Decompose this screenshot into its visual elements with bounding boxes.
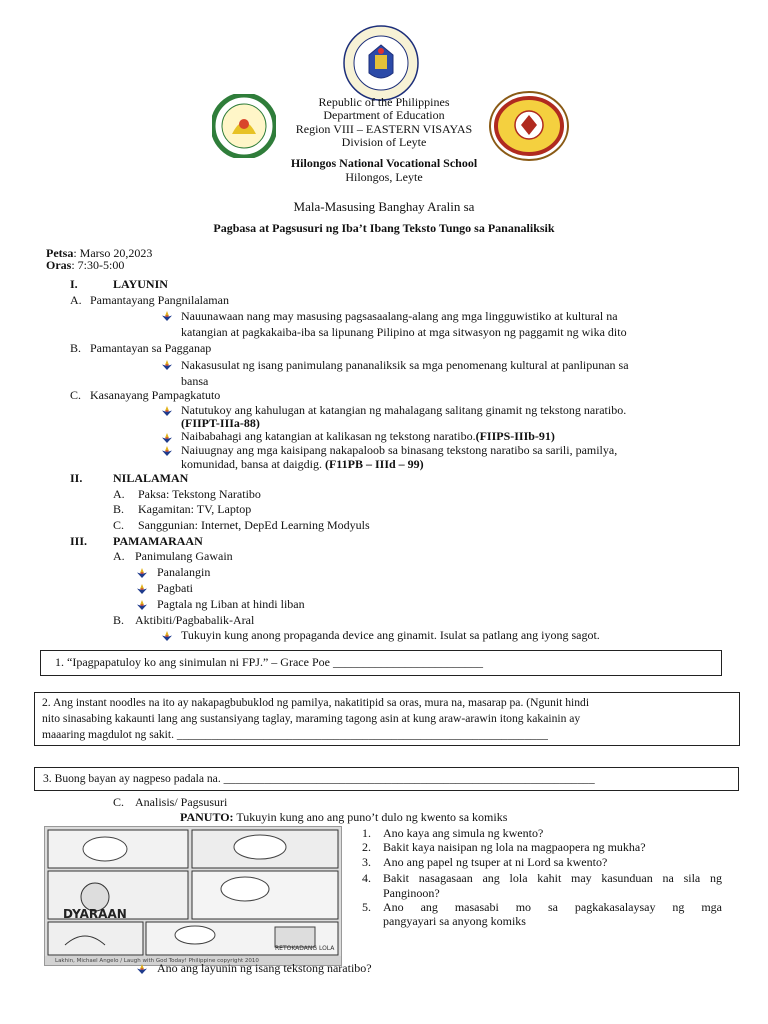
arrow-bullet-icon — [162, 631, 172, 641]
time-value: : 7:30-5:00 — [71, 258, 125, 272]
header-department: Department of Education — [323, 108, 445, 122]
arrow-bullet-icon — [162, 446, 172, 456]
activity-item: Panalangin — [157, 565, 211, 579]
competency-text — [181, 429, 555, 444]
question-box-1 — [40, 650, 722, 676]
question-text: nito sinasabing kakaunti lang ang sustansiyang taglay, maraming tagong asin at kung araw-arawin itong kakainin ay — [42, 712, 581, 725]
section-number: I. — [70, 277, 78, 291]
content-item: Paksa: Tekstong Naratibo — [138, 487, 261, 501]
question-text: 1. “Ipagpapatuloy ko ang sinimulan ni FPJ.” – Grace Poe _________________________ — [55, 655, 483, 669]
competency-text: Naiuugnay ang mga kaisipang nakapaloob sa binasang tekstong naratibo sa sarili, pamilya, — [181, 443, 618, 457]
subsection-title: Aktibiti/Pagbabalik-Aral — [135, 613, 255, 627]
question-number: 1. — [362, 826, 371, 840]
activity-item: Pagtala ng Liban at hindi liban — [157, 597, 305, 611]
panuto-text: Tukuyin kung ano ang puno’t dulo ng kwento sa komiks — [236, 810, 508, 824]
subsection-title: Panimulang Gawain — [135, 549, 233, 563]
question-box-2 — [34, 692, 740, 746]
arrow-bullet-icon — [137, 568, 147, 578]
subsection-title: Pamantayan sa Pagganap — [90, 341, 212, 355]
question-item: pangyayari sa anyong komiks — [383, 914, 526, 928]
standard-text: bansa — [181, 374, 209, 388]
subsection-label: A. — [70, 293, 82, 307]
subsection-label: B. — [113, 613, 125, 627]
competency-code: (F11PB – IIId – 99) — [324, 457, 424, 471]
header-division: Division of Leyte — [341, 135, 427, 149]
standard-text: katangian at pagkakaiba-iba sa lipunang Pilipino at mga sitwasyon ng paggamit ng wika dito — [181, 325, 627, 339]
header-region: Region VIII – EASTERN VISAYAS — [295, 122, 473, 136]
school-name: Hilongos National Vocational School — [290, 156, 478, 170]
comic-credit: Lakhin, Michael Angelo / Laugh with God Today! Philippine copyright 2010 — [55, 958, 259, 964]
question-number: 3. — [362, 855, 371, 869]
content-label: A. — [113, 487, 125, 501]
competency-text — [181, 457, 424, 472]
arrow-bullet-icon — [162, 311, 172, 321]
subsection-title: Analisis/ Pagsusuri — [135, 795, 228, 809]
question-number: 4. — [362, 871, 371, 885]
competency-code: (FIIPT-IIIa-88) — [181, 416, 260, 430]
time-row — [46, 258, 124, 273]
comic-strip-image — [44, 826, 342, 966]
subsection-title: Pamantayang Pangnilalaman — [90, 293, 229, 307]
section-title: PAMAMARAAN — [113, 534, 203, 548]
question-text: 3. Buong bayan ay nagpeso padala na. ________________________________________________________________ — [43, 772, 595, 785]
question-text: maaaring magdulot ng sakit. ________________________________________________________________ — [42, 728, 548, 741]
subsection-label: A. — [113, 549, 125, 563]
instruction-text: Tukuyin kung anong propaganda device ang ginamit. Isulat sa patlang ang iyong sagot. — [181, 628, 600, 642]
competency-text: Natutukoy ang kahulugan at katangian ng mahalagang salitang ginamit ng tekstong naratibo. — [181, 403, 627, 417]
subsection-label: C. — [70, 388, 82, 402]
arrow-bullet-icon — [137, 600, 147, 610]
content-label: C. — [113, 518, 125, 532]
arrow-bullet-icon — [137, 584, 147, 594]
section-number: II. — [70, 471, 83, 485]
subsection-label: B. — [70, 341, 82, 355]
competency-code: (FIIPS-IIIb-91) — [475, 429, 555, 443]
question-item: Ano kaya ang simula ng kwento? — [383, 826, 544, 840]
deped-seal — [343, 25, 419, 101]
question-item: Panginoon? — [383, 886, 440, 900]
content-label: B. — [113, 502, 125, 516]
question-number: 2. — [362, 840, 371, 854]
subsection-label: C. — [113, 795, 125, 809]
content-item: Kagamitan: TV, Laptop — [138, 502, 252, 516]
section-title: LAYUNIN — [113, 277, 168, 291]
content-item: Sanggunian: Internet, DepEd Learning Modyuls — [138, 518, 370, 532]
question-number: 5. — [362, 900, 371, 914]
competency-desc: Naibabahagi ang katangian at kalikasan ng tekstong naratibo. — [181, 429, 476, 443]
standard-text: Nauunawaan nang may masusing pagsasaalang-alang ang mga lingguwistiko at kultural na — [181, 309, 618, 323]
date-label: Petsa — [46, 246, 74, 260]
section-title: NILALAMAN — [113, 471, 189, 485]
competency-desc: komunidad, bansa at daigdig. — [181, 457, 322, 471]
last-question: Ano ang layunin ng isang tekstong naratibo? — [157, 961, 372, 975]
arrow-bullet-icon — [162, 406, 172, 416]
comic-title: RETOKADANG LOLA — [275, 945, 335, 952]
section-number: III. — [70, 534, 88, 548]
plan-type: Mala-Masusing Banghay Aralin sa — [293, 199, 475, 214]
time-label: Oras — [46, 258, 72, 272]
arrow-bullet-icon — [162, 360, 172, 370]
subsection-title: Kasanayang Pampagkatuto — [90, 388, 221, 402]
date-value: : Marso 20,2023 — [73, 246, 153, 260]
activity-item: Pagbati — [157, 581, 193, 595]
question-text: 2. Ang instant noodles na ito ay nakapagbubuklod ng pamilya, nakatitipid sa oras, mura na, masarap pa. (Ngunit hindi — [42, 696, 590, 709]
question-item: Ano ang masasabi mo sa pagkakasalaysay ng mga — [383, 900, 722, 914]
question-item: Bakit kaya naisipan ng lola na magpaopera ng mukha? — [383, 840, 646, 854]
panuto-row — [180, 810, 507, 825]
question-box-3 — [34, 767, 739, 791]
comic-caption: DYARAAN — [63, 907, 127, 921]
plan-subject: Pagbasa at Pagsusuri ng Iba’t Ibang Teksto Tungo sa Pananaliksik — [213, 221, 555, 235]
standard-text: Nakasusulat ng isang panimulang pananaliksik sa mga penomenang kultural at panlipunan sa — [181, 358, 629, 372]
school-location: Hilongos, Leyte — [345, 170, 423, 184]
arrow-bullet-icon — [137, 964, 147, 974]
question-item: Ano ang papel ng tsuper at ni Lord sa kwento? — [383, 855, 608, 869]
header-republic: Republic of the Philippines — [318, 95, 450, 109]
question-item: Bakit nasagasaan ang lola kahit may kasunduan na sila ng — [383, 871, 722, 885]
panuto-label: PANUTO: — [180, 810, 234, 824]
arrow-bullet-icon — [162, 433, 172, 443]
